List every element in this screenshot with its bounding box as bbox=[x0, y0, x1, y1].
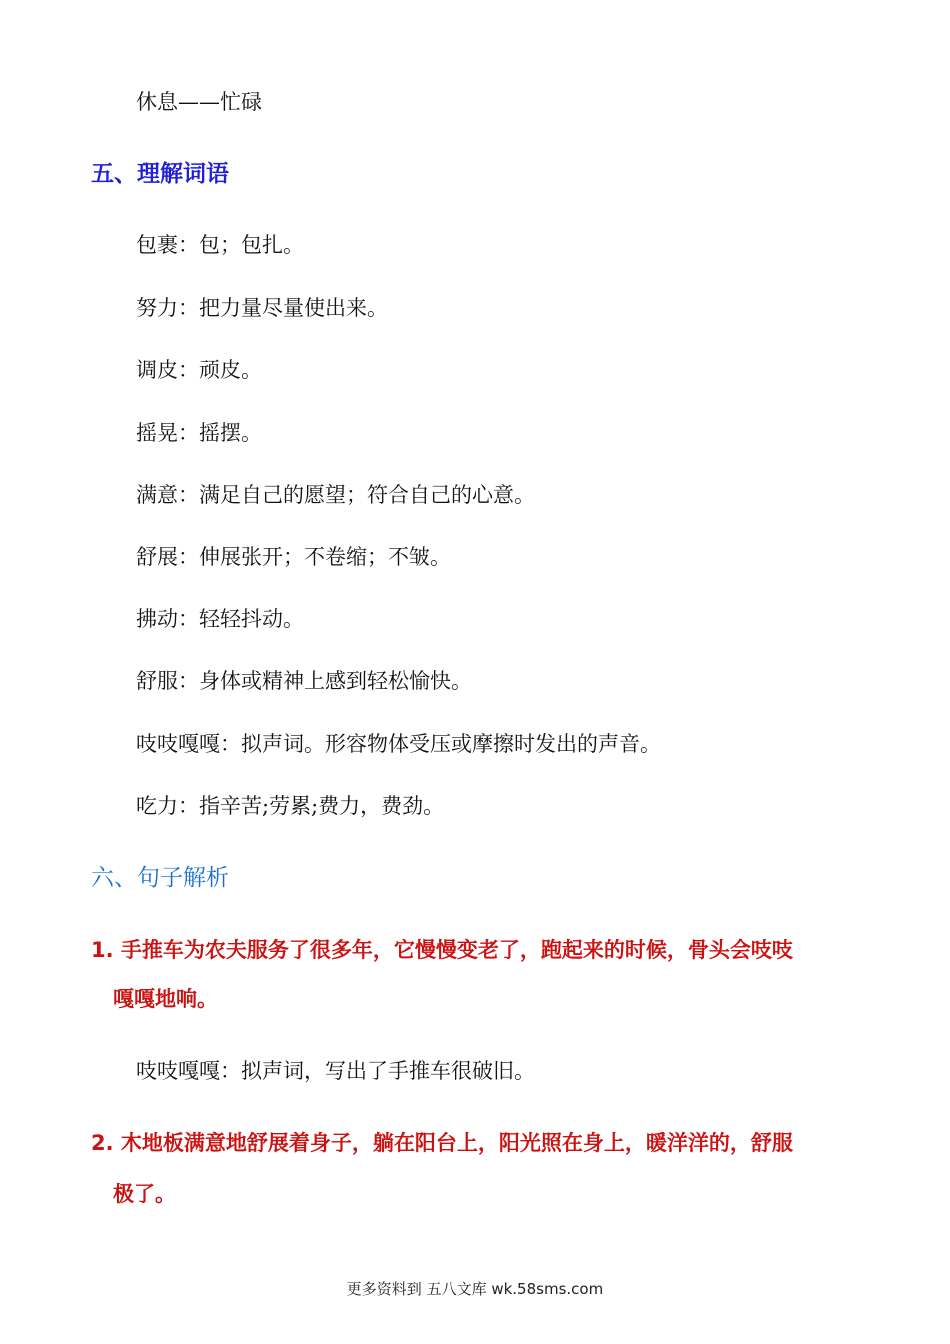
section-6-heading: 六、句子解析 bbox=[91, 865, 229, 891]
definition-item: 吱吱嘎嘎：拟声词。形容物体受压或摩擦时发出的声音。 bbox=[136, 732, 661, 756]
definition-item: 拂动：轻轻抖动。 bbox=[136, 607, 304, 631]
definition-item: 包裹：包；包扎。 bbox=[136, 233, 304, 257]
definition-item: 努力：把力量尽量使出来。 bbox=[136, 296, 388, 320]
definition-item: 满意：满足自己的愿望；符合自己的心意。 bbox=[136, 483, 535, 507]
definition-item: 舒展：伸展张开；不卷缩；不皱。 bbox=[136, 545, 451, 569]
sentence-2-line-1: 2. 木地板满意地舒展着身子，躺在阳台上，阳光照在身上，暖洋洋的，舒服 bbox=[91, 1131, 793, 1155]
definition-item: 吃力：指辛苦;劳累;费力，费劲。 bbox=[136, 794, 445, 818]
definition-item: 调皮：顽皮。 bbox=[136, 358, 262, 382]
sentence-2-line-2: 极了。 bbox=[113, 1182, 176, 1206]
sentence-1-line-1: 1. 手推车为农夫服务了很多年，它慢慢变老了，跑起来的时候，骨头会吱吱 bbox=[91, 938, 793, 962]
top-line: 休息——忙碌 bbox=[136, 90, 262, 114]
definition-item: 舒服：身体或精神上感到轻松愉快。 bbox=[136, 669, 472, 693]
sentence-1-analysis: 吱吱嘎嘎：拟声词，写出了手推车很破旧。 bbox=[136, 1059, 535, 1083]
sentence-1-line-2: 嘎嘎地响。 bbox=[113, 987, 218, 1011]
page-footer: 更多资料到 五八文库 wk.58sms.com bbox=[346, 1280, 604, 1298]
definition-item: 摇晃：摇摆。 bbox=[136, 421, 262, 445]
section-5-heading: 五、理解词语 bbox=[91, 161, 229, 187]
